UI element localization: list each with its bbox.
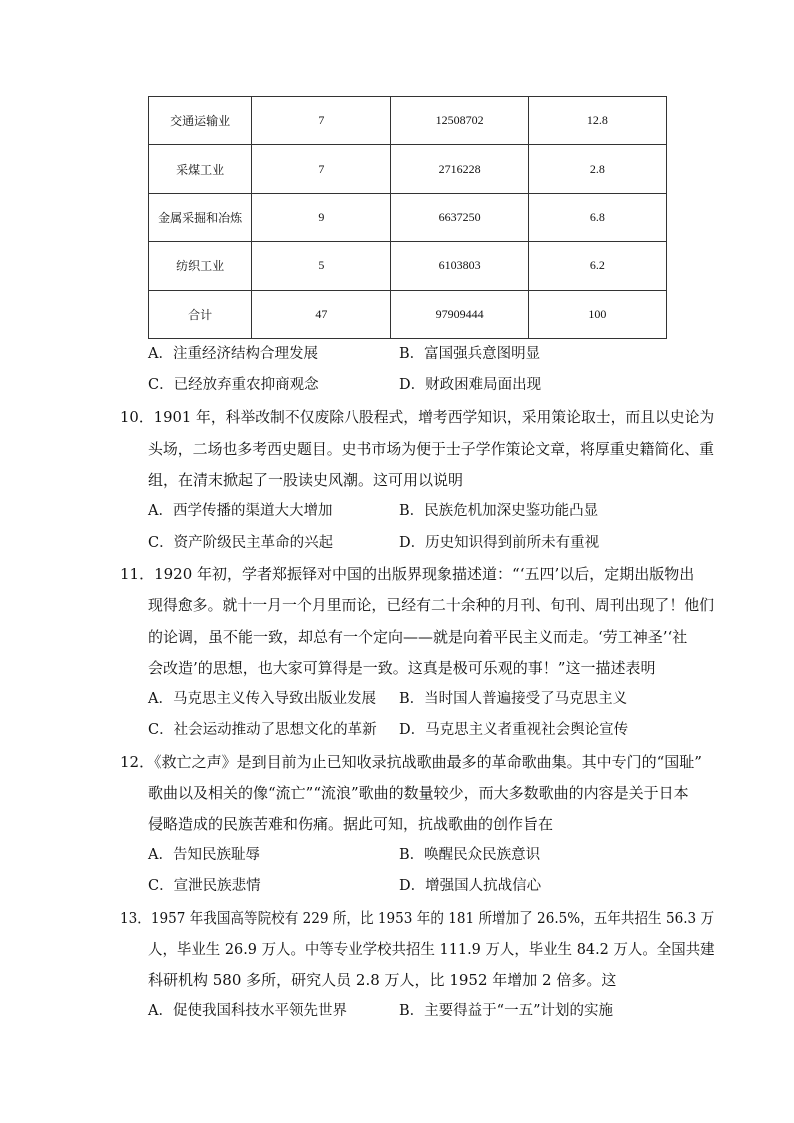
q11-option-c: C．社会运动推动了思想文化的革新: [148, 722, 377, 738]
q10-stem-line-1: 10．1901 年，科举改制不仅废除八股程式，增考西学知识，采用策论取士，而且以史论为: [120, 408, 715, 426]
q12-option-b: B．唤醒民众民族意识: [399, 847, 541, 863]
q12-stem-line-1: 12．《救亡之声》是到目前为止已知收录抗战歌曲最多的革命歌曲集。其中专门的“国耻”: [120, 753, 702, 771]
industry-cell: 纺织工业: [149, 242, 252, 290]
q9-option-a: A．注重经济结构合理发展: [148, 346, 318, 362]
count-cell: 5: [252, 242, 391, 290]
q9-option-c: C．已经放弃重农抑商观念: [148, 377, 319, 393]
q11-option-b: B．当时国人普遍接受了马克思主义: [399, 691, 628, 707]
industry-cell: 金属采掘和冶炼: [149, 193, 252, 241]
industry-cell: 采煤工业: [149, 145, 252, 193]
q10-stem-line-3: 组，在清末掀起了一股读史风潮。这可用以说明: [148, 471, 464, 489]
capital-cell: 2716228: [391, 145, 528, 193]
q9-option-d: D．财政困难局面出现: [399, 377, 542, 393]
q10-option-a: A．西学传播的渠道大大增加: [148, 503, 333, 519]
percent-cell: 2.8: [528, 145, 666, 193]
q11-stem-line-2: 现得愈多。就十一月一个月里而论，已经有二十余种的月刊、旬刊、周刊出现了！他们: [148, 596, 715, 614]
industry-cell: 交通运输业: [149, 97, 252, 145]
capital-cell: 97909444: [391, 290, 528, 338]
q11-stem-line-1: 11．1920 年初，学者郑振铎对中国的出版界现象描述道：“‘五四’以后，定期出版物出: [120, 565, 695, 583]
percent-cell: 6.8: [528, 193, 666, 241]
capital-cell: 6103803: [391, 242, 528, 290]
count-cell: 47: [252, 290, 391, 338]
table-row: [149, 145, 667, 193]
count-cell: 7: [252, 145, 391, 193]
q13-stem-line-1: 13．1957 年我国高等院校有 229 所，比 1953 年的 181 所增加了 26.5%，五年共招生 56.3 万: [120, 909, 715, 927]
q13-option-a: A．促使我国科技水平领先世界: [148, 1003, 347, 1019]
table-row: [149, 290, 667, 338]
q11-stem-line-4: 会改造’的思想，也大家可算得是一致。这真是极可乐观的事！”这一描述表明: [148, 659, 656, 677]
q11-option-a: A．马克思主义传入导致出版业发展: [148, 691, 376, 707]
count-cell: 9: [252, 193, 391, 241]
q13-stem-line-2: 人，毕业生 26.9 万人。中等专业学校共招生 111.9 万人，毕业生 84.2 万人。全国共建: [148, 940, 715, 958]
table-row: [149, 193, 667, 241]
percent-cell: 6.2: [528, 242, 666, 290]
q12-option-d: D．增强国人抗战信心: [399, 878, 542, 894]
q13-stem-line-3: 科研机构 580 多所，研究人员 2.8 万人，比 1952 年增加 2 倍多。这: [148, 971, 617, 989]
q9-option-b: B．富国强兵意图明显: [399, 346, 541, 362]
q10-option-b: B．民族危机加深史鉴功能凸显: [399, 503, 599, 519]
table-row: [149, 242, 667, 290]
q10-option-d: D．历史知识得到前所未有重视: [399, 535, 600, 551]
q13-option-b: B．主要得益于“一五”计划的实施: [399, 1003, 613, 1019]
q12-stem-line-2: 歌曲以及相关的像“流亡”“流浪”歌曲的数量较少，而大多数歌曲的内容是关于日本: [148, 784, 689, 802]
q11-option-d: D．马克思主义者重视社会舆论宣传: [399, 722, 629, 738]
q11-stem-line-3: 的论调，虽不能一致，却总有一个定向——就是向着平民主义而走。‘劳工神圣’‘社: [148, 628, 688, 646]
q12-stem-line-3: 侵略造成的民族苦难和伤痛。据此可知，抗战歌曲的创作旨在: [148, 815, 554, 833]
q10-stem-line-2: 头场，二场也多考西史题目。史书市场为便于士子学作策论文章，将厚重史籍简化、重: [148, 440, 715, 458]
capital-cell: 12508702: [391, 97, 528, 145]
percent-cell: 12.8: [528, 97, 666, 145]
q10-option-c: C．资产阶级民主革命的兴起: [148, 535, 334, 551]
q12-option-a: A．告知民族耻辱: [148, 847, 260, 863]
percent-cell: 100: [528, 290, 666, 338]
count-cell: 7: [252, 97, 391, 145]
industry-cell: 合计: [149, 290, 252, 338]
industry-capital-table: [148, 96, 667, 339]
table-row: [149, 97, 667, 145]
capital-cell: 6637250: [391, 193, 528, 241]
q12-option-c: C．宣泄民族悲情: [148, 878, 261, 894]
